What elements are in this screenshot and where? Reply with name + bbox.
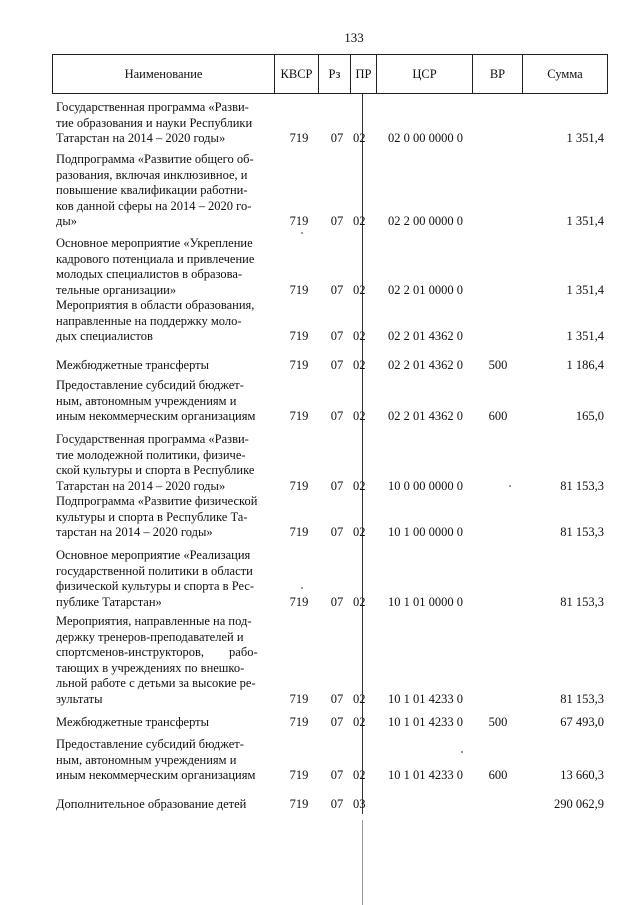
cell-sum: 13 660,3 <box>560 768 604 782</box>
cell-pr: 02 <box>353 214 366 228</box>
cell-kvsr: 719 <box>289 525 309 539</box>
row-name-line: льной работе с детьми за высокие ре- <box>56 676 256 690</box>
cell-csr: 02 2 00 0000 0 <box>388 214 463 228</box>
header-vr: ВР <box>473 55 523 93</box>
scan-speck <box>461 751 463 753</box>
cell-pr: 02 <box>353 131 366 145</box>
cell-rz: 07 <box>330 478 344 493</box>
row-name-line: держку тренеров-преподавателей и <box>56 629 244 644</box>
header-sum: Сумма <box>547 66 583 81</box>
row-name-line: государственной политики в области <box>56 563 253 578</box>
cell-csr: 10 0 00 0000 0 <box>388 478 463 493</box>
cell-csr: 02 0 00 0000 0 <box>388 131 463 145</box>
row-name <box>56 152 268 230</box>
row-name <box>56 715 268 731</box>
row-name-line: Межбюджетные трансферты <box>56 715 210 729</box>
cell-sum: 1 351,4 <box>566 214 604 228</box>
row-name-line: Предоставление субсидий бюджет- <box>56 737 244 751</box>
cell-csr: 10 1 01 4233 0 <box>388 691 463 706</box>
header-name: Наименование <box>53 55 275 93</box>
cell-pr: 02 <box>353 715 366 729</box>
cell-sum: 1 186,4 <box>566 358 604 372</box>
row-name-line: тие образования и науки Республики <box>56 115 253 130</box>
cell-pr: 02 <box>353 358 366 372</box>
cell-kvsr: 719 <box>289 409 309 423</box>
cell-kvsr: 719 <box>289 715 309 729</box>
header-kvsr: КВСР <box>275 55 319 93</box>
scan-speck <box>301 232 303 234</box>
row-name-line: Основное мероприятие «Укрепление <box>56 236 253 250</box>
row-name <box>56 236 268 298</box>
row-name <box>56 378 268 425</box>
cell-kvsr: 719 <box>289 478 309 493</box>
row-name-line: физической культуры и спорта в Рес- <box>56 579 255 593</box>
cell-sum: 81 153,3 <box>560 691 604 706</box>
row-name <box>56 494 268 541</box>
cell-sum: 81 153,3 <box>560 525 604 539</box>
row-name-line: Дополнительное образование детей <box>56 797 247 811</box>
row-name-line: дых специалистов <box>56 329 153 343</box>
row-name-line: тие молодежной политики, физиче- <box>56 447 246 462</box>
cell-rz: 07 <box>330 282 344 297</box>
cell-sum: 290 062,9 <box>554 797 604 811</box>
cell-rz: 07 <box>330 131 344 145</box>
cell-csr: 02 2 01 0000 0 <box>388 282 463 297</box>
row-name-line: ков данной сферы на 2014 – 2020 го- <box>56 198 252 213</box>
row-name-line: публике Татарстан» <box>56 594 162 609</box>
cell-rz: 07 <box>330 594 344 609</box>
cell-pr: 02 <box>353 525 366 539</box>
row-name-line: кадрового потенциала и привлечение <box>56 251 255 266</box>
row-name-line: зультаты <box>56 691 103 706</box>
row-name-line: культуры и спорта в Республике Та- <box>56 509 248 524</box>
cell-csr: 10 1 01 4233 0 <box>388 715 463 729</box>
header-pr: ПР <box>351 55 377 93</box>
row-name-line: Подпрограмма «Развитие физической <box>56 494 258 508</box>
cell-csr: 02 2 01 4362 0 <box>388 329 463 343</box>
cell-kvsr: 719 <box>289 691 309 706</box>
row-name <box>56 298 268 345</box>
row-name-line: спортсменов-инструкторов, рабо- <box>56 645 258 659</box>
scan-speck <box>301 587 303 589</box>
cell-rz: 07 <box>330 768 344 782</box>
row-name-line: ской культуры и спорта в Республике <box>56 463 255 477</box>
cell-kvsr: 719 <box>289 214 309 228</box>
cell-kvsr: 719 <box>289 131 309 145</box>
row-name-line: тельные организации» <box>56 282 177 297</box>
row-name <box>56 358 268 374</box>
cell-csr: 02 2 01 4362 0 <box>388 358 463 372</box>
cell-sum: 81 153,3 <box>560 594 604 609</box>
cell-vr: 500 <box>488 715 508 729</box>
row-name-line: Межбюджетные трансферты <box>56 358 210 372</box>
row-name-line: тающих в учреждениях по внешко- <box>56 660 245 675</box>
column-divider-faint <box>362 820 363 905</box>
row-name-line: Основное мероприятие «Реализация <box>56 548 251 562</box>
row-name-line: иным некоммерческим организациям <box>56 768 256 782</box>
cell-rz: 07 <box>330 797 344 811</box>
header-csr: ЦСР <box>377 55 473 93</box>
cell-vr: 600 <box>488 409 508 423</box>
row-name-line: тарстан на 2014 – 2020 годы» <box>56 525 213 539</box>
cell-kvsr: 719 <box>289 594 309 609</box>
scan-speck <box>509 485 511 487</box>
row-name-line: Татарстан на 2014 – 2020 годы» <box>56 131 226 145</box>
cell-pr: 02 <box>353 768 366 782</box>
cell-pr: 02 <box>353 282 366 297</box>
cell-pr: 02 <box>353 691 366 706</box>
cell-sum: 165,0 <box>575 409 604 423</box>
row-name <box>56 432 268 494</box>
cell-rz: 07 <box>330 329 344 343</box>
cell-csr: 10 1 01 0000 0 <box>388 594 463 609</box>
row-name-line: Татарстан на 2014 – 2020 годы» <box>56 478 226 493</box>
row-name-line: разования, включая инклюзивное, и <box>56 167 248 182</box>
row-name <box>56 100 268 147</box>
row-name-line: Государственная программа «Разви- <box>56 100 249 114</box>
cell-rz: 07 <box>330 691 344 706</box>
row-name-line: Мероприятия, направленные на под- <box>56 614 252 628</box>
row-name-line: направленные на поддержку моло- <box>56 313 242 328</box>
row-name <box>56 548 268 610</box>
cell-sum: 81 153,3 <box>560 478 604 493</box>
cell-rz: 07 <box>330 409 344 423</box>
page-number: 133 <box>344 30 364 45</box>
row-name <box>56 737 268 784</box>
cell-kvsr: 719 <box>289 329 309 343</box>
row-name-line: Предоставление субсидий бюджет- <box>56 378 244 392</box>
cell-sum: 1 351,4 <box>566 329 604 343</box>
cell-kvsr: 719 <box>289 768 309 782</box>
cell-pr: 02 <box>353 478 366 493</box>
row-name <box>56 797 268 813</box>
row-name-line: повышение квалификации работни- <box>56 183 248 197</box>
cell-kvsr: 719 <box>289 358 309 372</box>
cell-sum: 1 351,4 <box>566 282 604 297</box>
cell-csr: 10 1 00 0000 0 <box>388 525 463 539</box>
row-name-line: молодых специалистов в образова- <box>56 267 243 281</box>
row-name-line: ным, автономным учреждениям и <box>56 393 237 408</box>
cell-pr: 03 <box>353 797 366 811</box>
row-name-line: ды» <box>56 214 78 228</box>
cell-rz: 07 <box>330 525 344 539</box>
table-header <box>52 54 608 94</box>
row-name-line: Мероприятия в области образования, <box>56 298 255 312</box>
cell-vr: 500 <box>488 358 508 372</box>
row-name-line: Подпрограмма «Развитие общего об- <box>56 152 254 166</box>
row-name <box>56 614 268 707</box>
cell-sum: 67 493,0 <box>560 715 604 729</box>
row-name-line: ным, автономным учреждениям и <box>56 752 237 767</box>
cell-pr: 02 <box>353 409 366 423</box>
header-rz: Рз <box>319 55 351 93</box>
cell-csr: 02 2 01 4362 0 <box>388 409 463 423</box>
cell-kvsr: 719 <box>289 797 309 811</box>
row-name-line: Государственная программа «Разви- <box>56 432 249 446</box>
cell-pr: 02 <box>353 594 366 609</box>
cell-vr: 600 <box>488 768 508 782</box>
cell-rz: 07 <box>330 715 344 729</box>
cell-kvsr: 719 <box>289 282 309 297</box>
cell-sum: 1 351,4 <box>566 131 604 145</box>
cell-csr: 10 1 01 4233 0 <box>388 768 463 782</box>
cell-rz: 07 <box>330 358 344 372</box>
cell-rz: 07 <box>330 214 344 228</box>
row-name-line: иным некоммерческим организациям <box>56 409 256 423</box>
cell-pr: 02 <box>353 329 366 343</box>
